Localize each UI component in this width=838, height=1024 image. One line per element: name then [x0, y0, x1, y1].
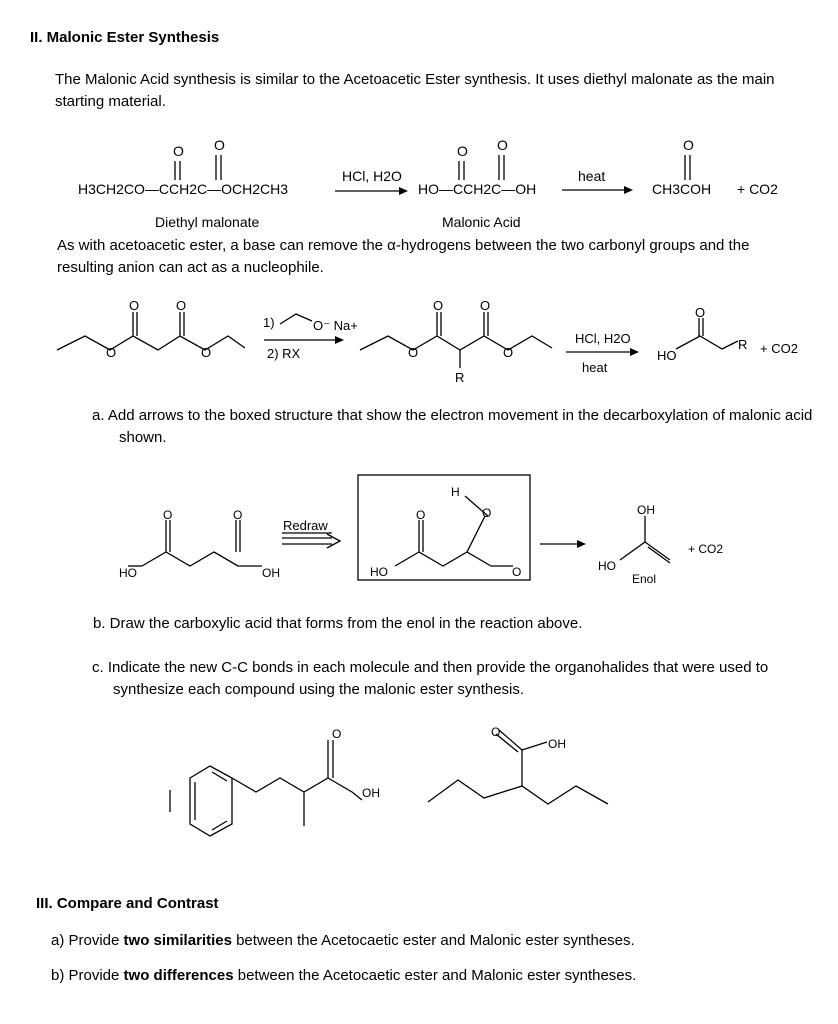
benzene-ring — [190, 766, 232, 836]
intro-paragraph: The Malonic Acid synthesis is similar to the Acetoacetic Ester synthesis. It uses diethyl malonate as the main starting material. — [55, 71, 775, 110]
carbonyl-o: O — [497, 137, 508, 153]
ester-o: O — [503, 345, 514, 360]
acetic-acid-formula: CH3COH — [652, 181, 712, 197]
co2-byproduct-2: + CO2 — [760, 341, 798, 356]
section-title: II. Malonic Ester Synthesis — [30, 29, 220, 46]
diethyl-malonate-formula: H3CH2CO—CCH2C—OCH2CH3 — [78, 181, 289, 197]
ester-o: O — [201, 345, 212, 360]
differences-suffix: between the Acetocaetic ester and Malonic ester syntheses. — [233, 967, 637, 984]
carbonyl-o: O — [332, 727, 342, 741]
carbonyl-o: O — [683, 137, 694, 153]
product-ho: HO — [657, 348, 677, 363]
carbonyl-o: O — [416, 508, 426, 522]
reagent-hcl-water-2: HCl, H2O — [575, 331, 631, 346]
label-malonic-acid: Malonic Acid — [442, 214, 521, 230]
enol-label: Enol — [632, 572, 657, 586]
product-r: R — [738, 337, 748, 352]
acid-oh: OH — [262, 566, 280, 580]
compound1-oh: OH — [362, 786, 380, 800]
label-diethyl-malonate: Diethyl malonate — [155, 214, 260, 230]
carbonyl-o: O — [173, 143, 184, 159]
similarities-suffix: between the Acetocaetic ester and Malonic ester syntheses. — [231, 932, 635, 949]
reagent-heat-2: heat — [582, 360, 608, 375]
differences-bold: two differences — [123, 967, 234, 984]
box-ho: HO — [370, 565, 388, 579]
part-b-question: b. Draw the carboxylic acid that forms from the enol in the reaction above. — [93, 615, 583, 632]
enol-ho: HO — [598, 559, 616, 573]
reagent-hcl-water: HCl, H2O — [342, 168, 402, 184]
carbonyl-o: O — [491, 725, 501, 739]
base-paragraph: As with acetoacetic ester, a base can remove the α-hydrogens between the two carbonyl groups and the resulting anion can act as a nucleophile. — [57, 237, 750, 276]
carbonyl-o: O — [480, 298, 491, 313]
ester-o: O — [106, 345, 117, 360]
section3-title: III. Compare and Contrast — [36, 895, 219, 912]
carbonyl-o: O — [233, 508, 243, 522]
redraw-label: Redraw — [283, 518, 328, 533]
co2-enol: + CO2 — [688, 542, 724, 556]
differences-prefix: b) Provide — [51, 967, 124, 984]
compound2-oh: OH — [548, 737, 566, 751]
part-c-question: c. Indicate the new C-C bonds in each molecule and then provide the organohalides that were used to synthesize each compound using the malonic ester synthesis. — [92, 659, 769, 698]
co2-byproduct: + CO2 — [737, 181, 778, 197]
carbonyl-o: O — [695, 305, 706, 320]
carbonyl-o: O — [176, 298, 187, 313]
enol-oh: OH — [637, 503, 655, 517]
carbonyl-o: O — [129, 298, 140, 313]
r-group: R — [455, 370, 465, 385]
part-a-question: a. Add arrows to the boxed structure that show the electron movement in the decarboxylation of malonic acid shown. — [92, 407, 813, 446]
reagent-heat: heat — [578, 168, 606, 184]
box-h: H — [451, 485, 460, 499]
ethoxide-label: O⁻ Na+ — [313, 318, 358, 333]
similarities-bold: two similarities — [123, 932, 232, 949]
step-1-label: 1) — [263, 315, 275, 330]
carbonyl-o: O — [214, 137, 225, 153]
carbonyl-o: O — [433, 298, 444, 313]
step-2-label: 2) RX — [267, 346, 301, 361]
question-similarities — [51, 930, 635, 952]
ester-o: O — [408, 345, 419, 360]
malonic-acid-formula: HO—CCH2C—OH — [418, 181, 537, 197]
similarities-prefix: a) Provide — [51, 932, 124, 949]
carbonyl-o: O — [457, 143, 468, 159]
acid-ho: HO — [119, 566, 137, 580]
carbonyl-o: O — [163, 508, 173, 522]
question-differences — [51, 965, 636, 987]
hydroxyl-o: O — [482, 506, 492, 520]
carbonyl-o: O — [512, 565, 522, 579]
